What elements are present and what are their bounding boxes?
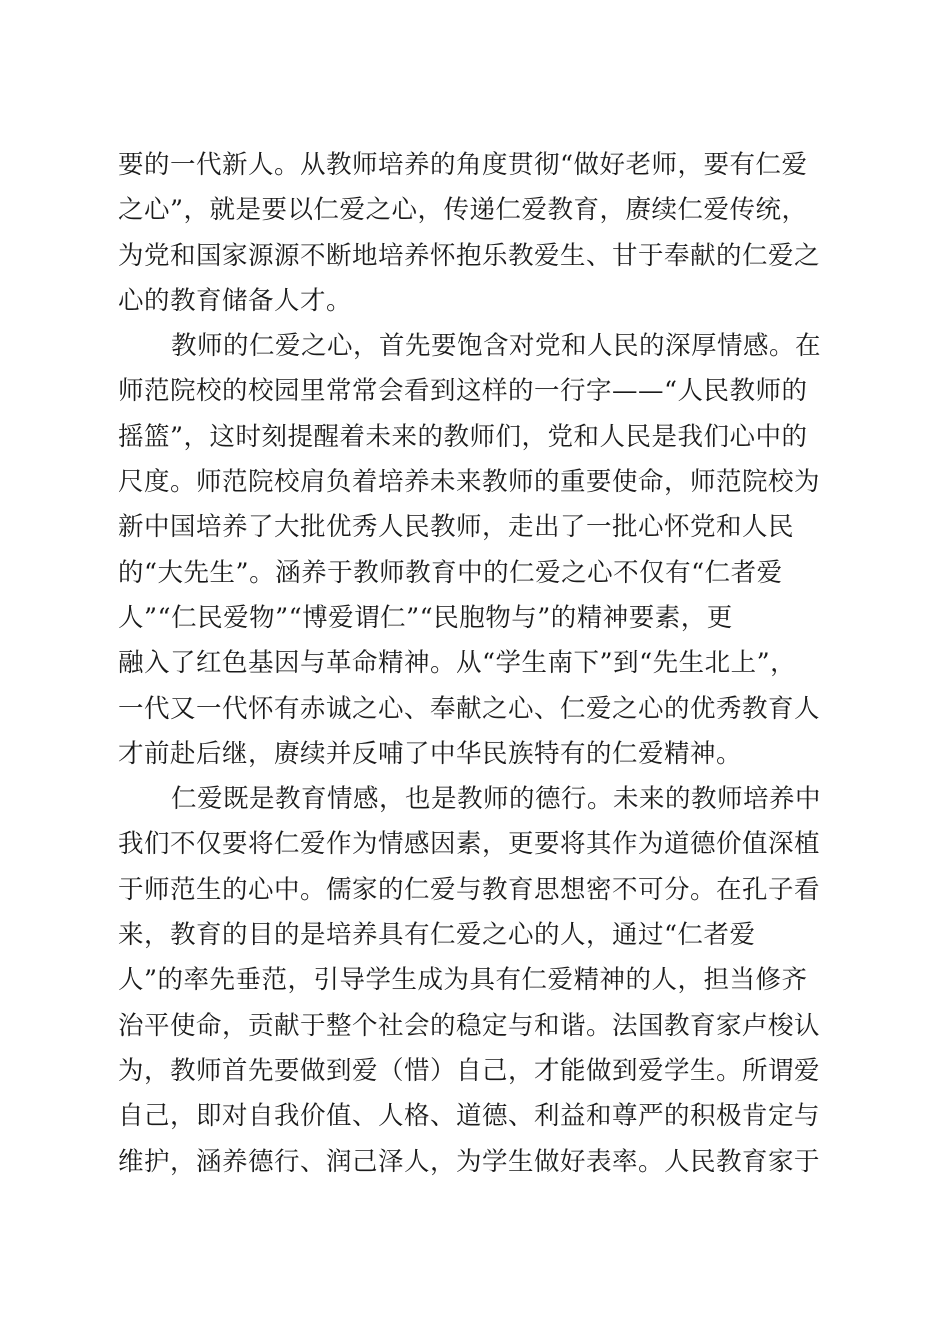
text-line: 一代又一代怀有赤诚之心、奉献之心、仁爱之心的优秀教育人 [118, 693, 821, 724]
text-line: 人”“仁民爱物”“博爱谓仁”“民胞物与”的精神要素，更 [118, 602, 733, 633]
text-line: 维护，涵养德行、润己泽人，为学生做好表率。人民教育家于 [118, 1146, 821, 1177]
text-line: 为，教师首先要做到爱（惜）自己，才能做到爱学生。所谓爱 [118, 1055, 821, 1086]
text-line: 来，教育的目的是培养具有仁爱之心的人，通过“仁者爱 [118, 920, 756, 951]
text-line: 师范院校的校园里常常会看到这样的一行字——“人民教师的 [118, 376, 808, 407]
text-line: 心的教育储备人才。 [118, 285, 353, 316]
text-line: 自己，即对自我价值、人格、道德、利益和尊严的积极肯定与 [118, 1101, 821, 1132]
text-line: 融入了红色基因与革命精神。从“学生南下”到“先生北上”， [118, 648, 797, 679]
text-line: 要的一代新人。从教师培养的角度贯彻“做好老师，要有仁爱 [118, 150, 808, 180]
text-line: 治平使命，贡献于整个社会的稳定与和谐。法国教育家卢梭认 [118, 1010, 821, 1041]
paragraph-2 [118, 324, 838, 777]
text-line: 仁爱既是教育情感，也是教师的德行。未来的教师培养中 [171, 784, 822, 815]
text-line: 人”的率先垂范，引导学生成为具有仁爱精神的人，担当修齐 [118, 965, 808, 996]
text-line: 我们不仅要将仁爱作为情感因素，更要将其作为道德价值深植 [118, 829, 821, 860]
text-line: 为党和国家源源不断地培养怀抱乐教爱生、甘于奉献的仁爱之 [118, 240, 821, 271]
paragraph-3 [118, 777, 838, 1185]
text-line: 摇篮”，这时刻提醒着未来的教师们，党和人民是我们心中的 [118, 421, 808, 452]
text-line: 的“大先生”。涵养于教师教育中的仁爱之心不仅有“仁者爱 [118, 557, 783, 588]
text-line: 之心”，就是要以仁爱之心，传递仁爱教育，赓续仁爱传统， [118, 195, 808, 226]
text-line: 才前赴后继，赓续并反哺了中华民族特有的仁爱精神。 [118, 738, 743, 769]
text-line: 于师范生的心中。儒家的仁爱与教育思想密不可分。在孔子看 [118, 874, 821, 905]
text-line: 尺度。师范院校肩负着培养未来教师的重要使命，师范院校为 [118, 467, 821, 498]
paragraph-1 [118, 143, 838, 324]
text-line: 教师的仁爱之心，首先要饱含对党和人民的深厚情感。在 [171, 331, 822, 362]
body-text [118, 143, 838, 1185]
text-line: 新中国培养了大批优秀人民教师，走出了一批心怀党和人民 [118, 512, 795, 543]
